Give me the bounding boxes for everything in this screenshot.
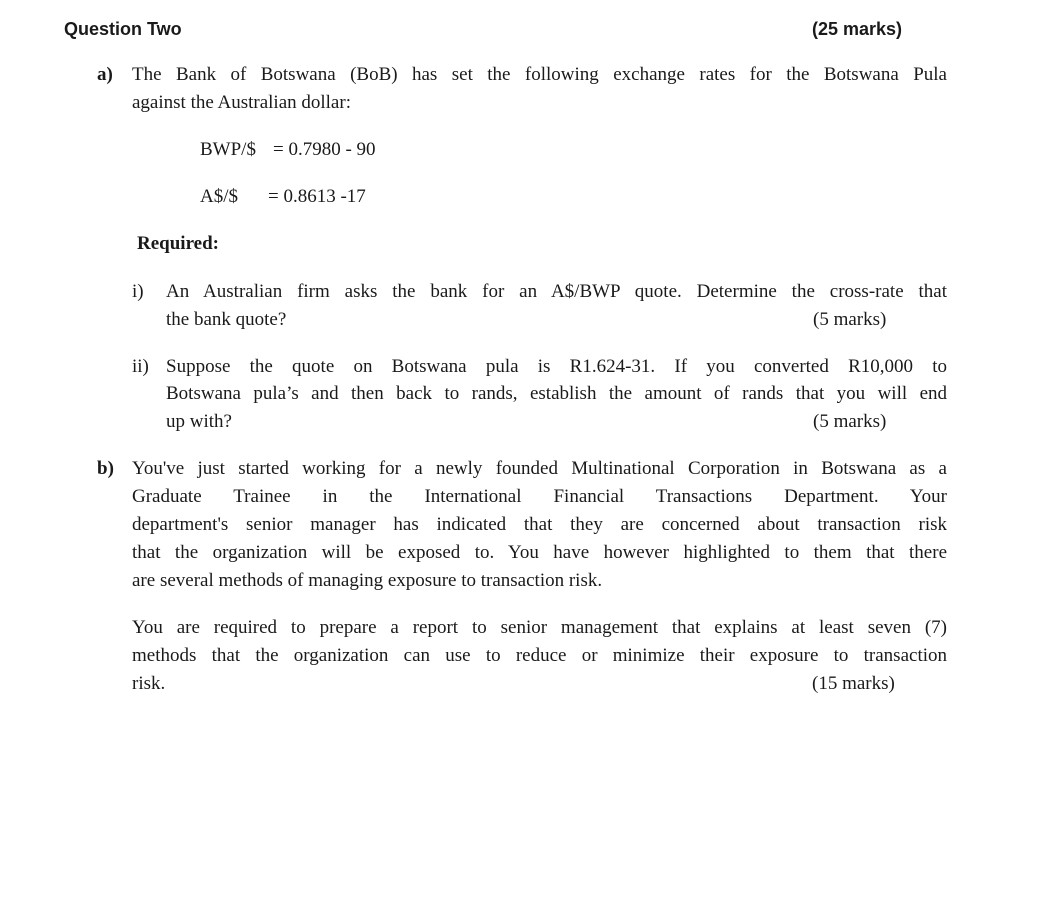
subquestion-ii-label: ii) [132, 356, 149, 377]
subquestion-i-line-2: the bank quote? [166, 309, 287, 330]
part-a-intro-line-1: The Bank of Botswana (BoB) has set the following exchange rates for the Botswana Pula [132, 64, 947, 85]
subquestion-i-marks: (5 marks) [813, 309, 887, 330]
part-b-para1-line-1: You've just started working for a newly founded Multinational Corporation in Botswana as a [132, 458, 947, 479]
required-label: Required: [137, 233, 219, 254]
subquestion-i-label: i) [132, 281, 144, 302]
part-b-para2-line-3: risk. [132, 673, 166, 694]
subquestion-ii-line-3: up with? [166, 411, 232, 432]
subquestion-ii-marks: (5 marks) [813, 411, 887, 432]
question-title: Question Two [64, 19, 182, 39]
part-b-para2-line-2: methods that the organization can use to reduce or minimize their exposure to transaction [132, 645, 947, 666]
subquestion-ii-line-1: Suppose the quote on Botswana pula is R1.624-31. If you converted R10,000 to [166, 356, 947, 377]
part-b-para1-line-5: are several methods of managing exposure to transaction risk. [132, 570, 603, 591]
part-b-para1-line-4: that the organization will be exposed to. You have however highlighted to them that there [132, 542, 947, 563]
part-b-label: b) [97, 458, 114, 479]
part-a-label: a) [97, 64, 113, 85]
part-b-para1-line-2: Graduate Trainee in the International Financial Transactions Department. Your [132, 486, 947, 507]
subquestion-ii-line-2: Botswana pula’s and then back to rands, establish the amount of rands that you will end [166, 383, 947, 404]
question-total-marks: (25 marks) [812, 19, 903, 39]
part-b-marks: (15 marks) [812, 673, 895, 694]
rate-value-aud: = 0.8613 -17 [268, 186, 366, 207]
rate-pair-bwp: BWP/$ [200, 139, 256, 160]
subquestion-i-line-1: An Australian firm asks the bank for an A$/BWP quote. Determine the cross-rate that [166, 281, 947, 302]
part-a-intro-line-2: against the Australian dollar: [132, 92, 351, 113]
part-b-para2-line-1: You are required to prepare a report to senior management that explains at least seven (7) [132, 617, 947, 638]
part-b-para1-line-3: department's senior manager has indicated that they are concerned about transaction risk [132, 514, 947, 535]
rate-pair-aud: A$/$ [200, 186, 238, 207]
rate-value-bwp: = 0.7980 - 90 [273, 139, 376, 160]
